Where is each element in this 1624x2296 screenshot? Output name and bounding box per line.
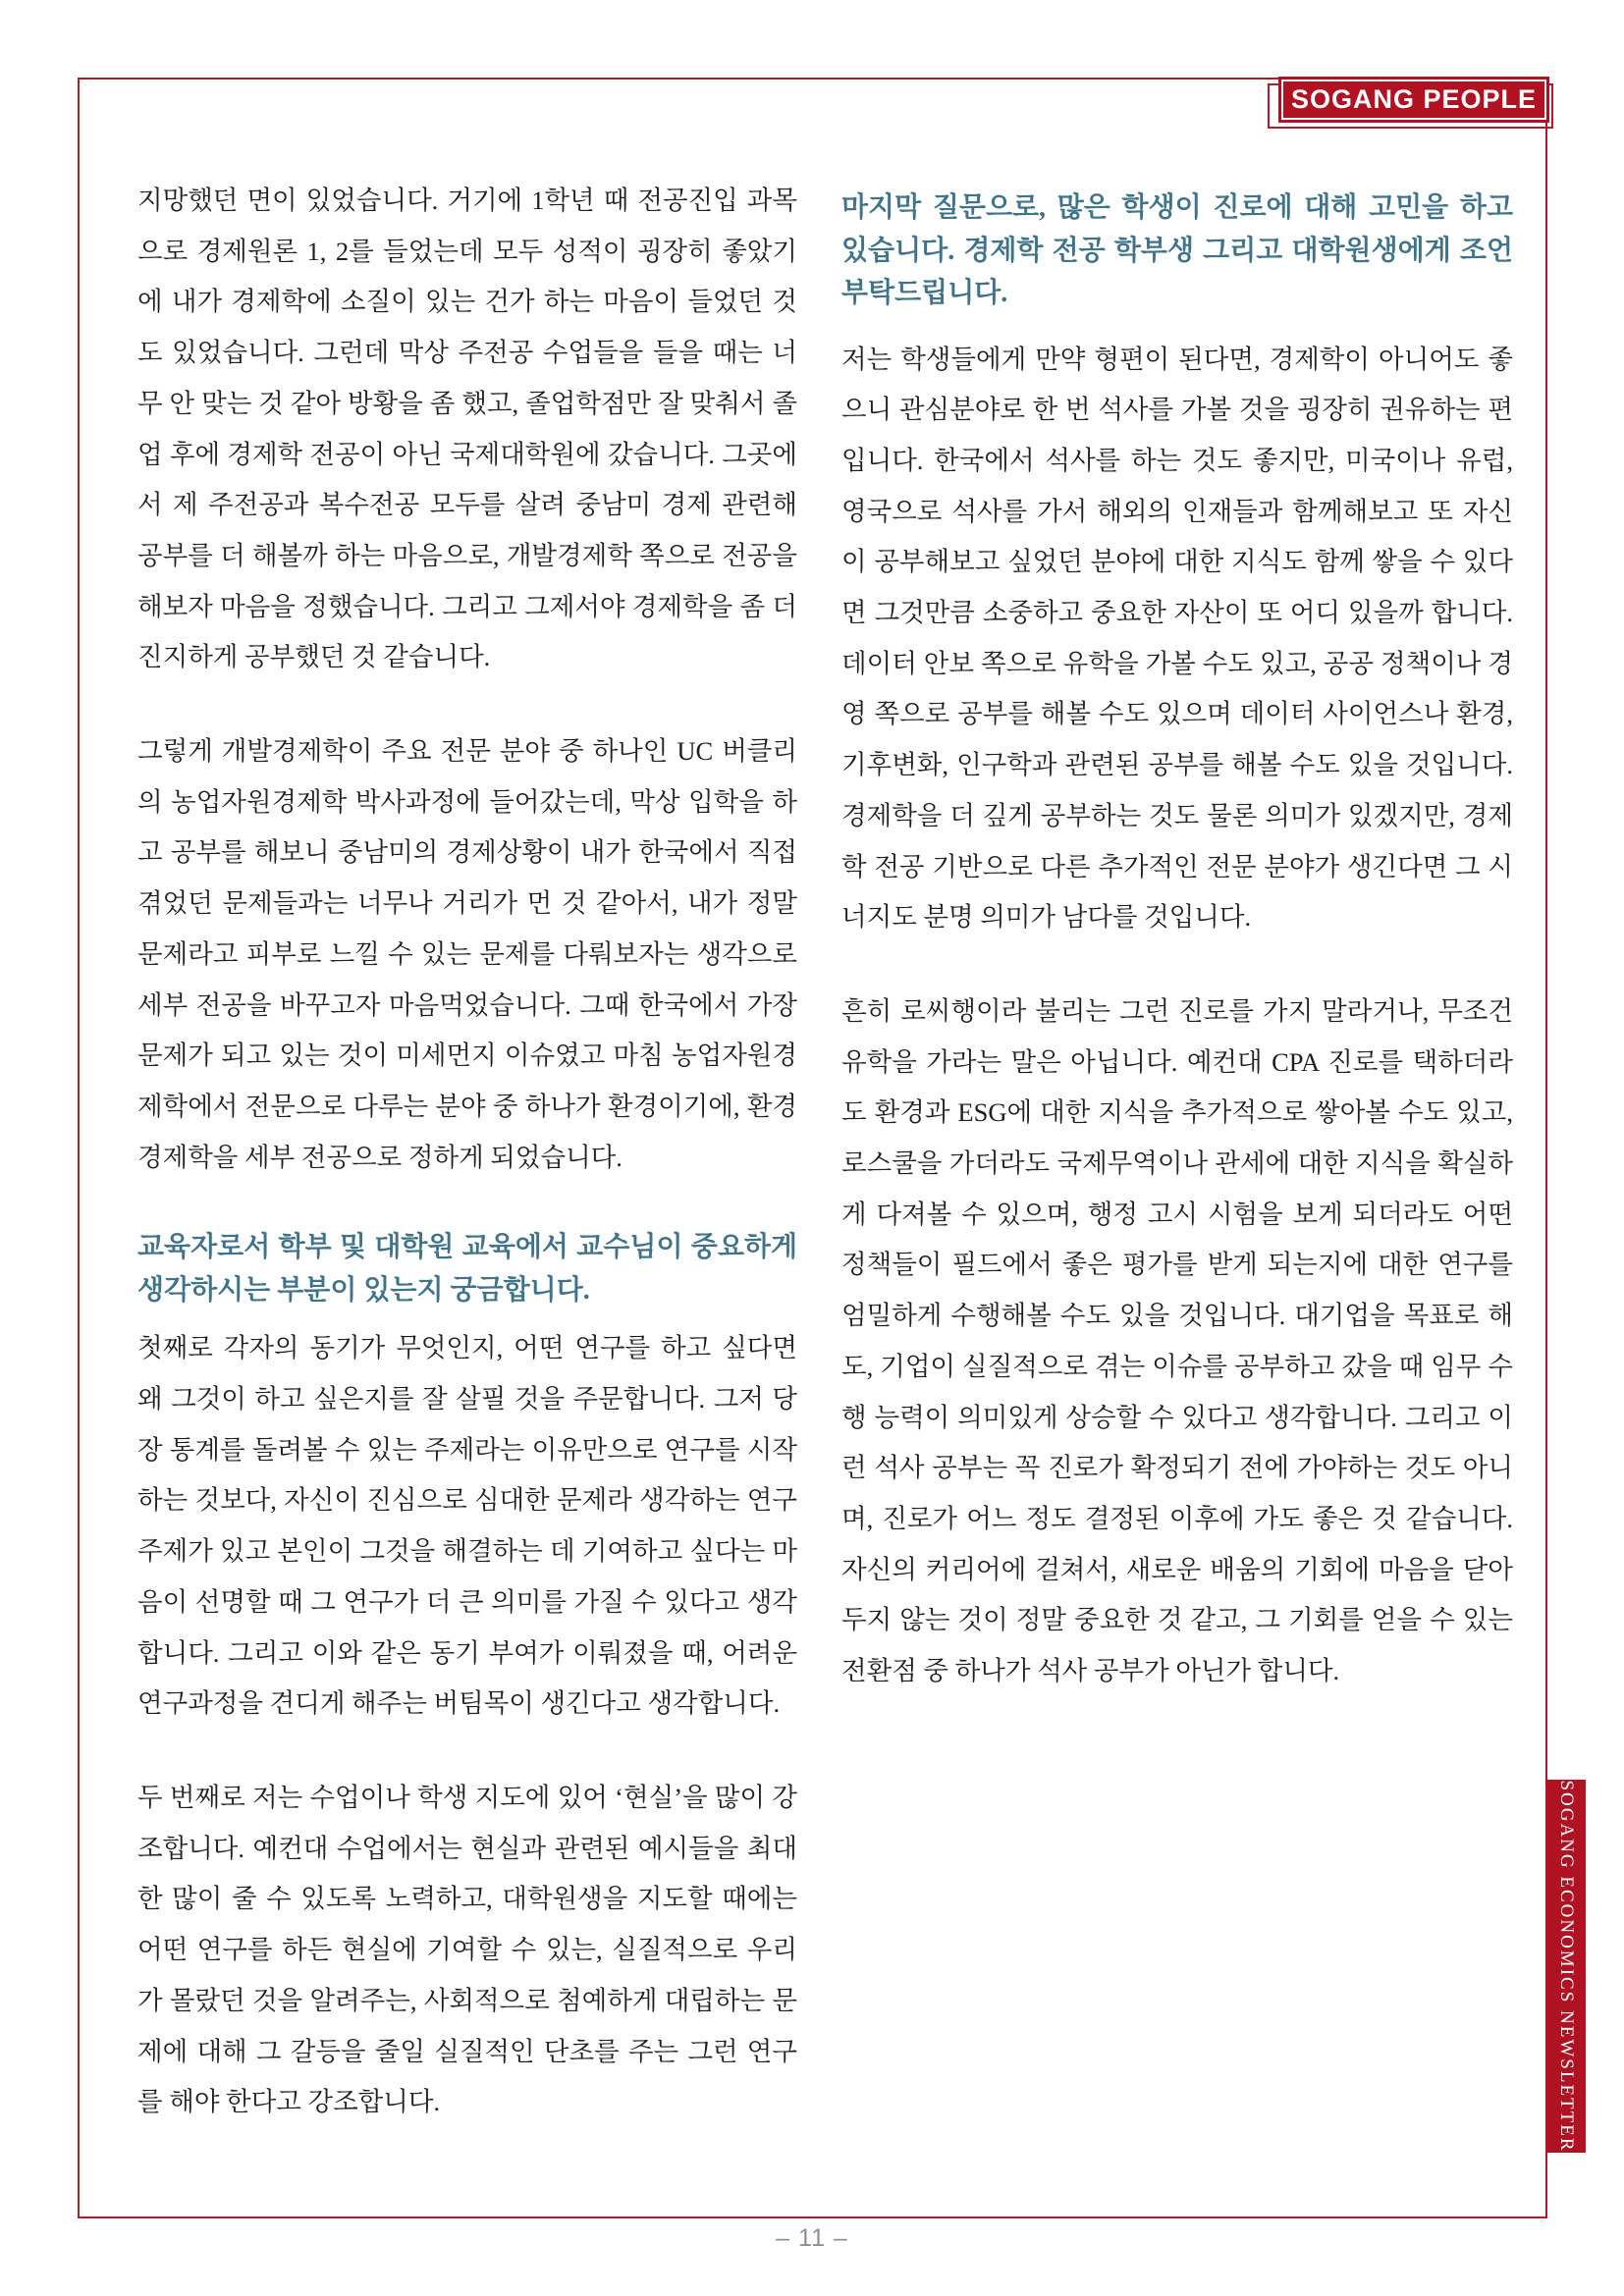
paragraph: 흔히 로씨행이라 불리는 그런 진로를 가지 말라거나, 무조건 유학을 가라는 말은 아닙니다. 예컨대 CPA 진로를 택하더라도 환경과 ESG에 대한 지식을 추가적으로 쌓아볼 수도 있고, 로스쿨을 가더라도 국제무역이나 관세에 대한 지식을 확실하게 다져볼 수 있으며, 행정 고시 시험을 보게 되더라도 어떤 정책들이 필드에서 좋은 평가를 받게 되는지에 대한 연구를 엄밀하게 수행해볼 수도 있을 것입니다. 대기업을 목표로 해도, 기업이 실질적으로 겪는 이슈를 공부하고 갔을 때 임무 수행 능력이 의미있게 상승할 수 있다고 생각합니다. 그리고 이런 석사 공부는 꼭 진로가 확정되기 전에 가야하는 것도 아니며, 진로가 어느 정도 결정된 이후에 가도 좋은 것 같습니다. 자신의 커리어에 걸쳐서, 새로운 배움의 기회에 마음을 닫아두지 않는 것이 정말 중요한 것 같고, 그 기회를 얻을 수 있는 전환점 중 하나가 석사 공부가 아닌가 합니다. xyxy=(841,995,1513,1686)
left-text-column xyxy=(137,176,797,2128)
right-text-column xyxy=(841,187,1513,1697)
interview-question-heading: 교육자로서 학부 및 대학원 교육에서 교수님이 중요하게 생각하시는 부분이 있는지 궁금합니다. xyxy=(137,1232,797,1306)
interview-question-heading: 마지막 질문으로, 많은 학생이 진로에 대해 고민을 하고 있습니다. 경제학 전공 학부생 그리고 대학원생에게 조언 부탁드립니다. xyxy=(841,192,1513,308)
paragraph: 그렇게 개발경제학이 주요 전문 분야 중 하나인 UC 버클리의 농업자원경제학 박사과정에 들어갔는데, 막상 입학을 하고 공부를 해보니 중남미의 경제상황이 내가 한국에서 직접 겪었던 문제들과는 너무나 거리가 먼 것 같아서, 내가 정말 문제라고 피부로 느낄 수 있는 문제를 다뤄보자는 생각으로 세부 전공을 바꾸고자 마음먹었습니다. 그때 한국에서 가장 문제가 되고 있는 것이 미세먼지 이슈였고 마침 농업자원경제학에서 전문으로 다루는 분야 중 하나가 환경이기에, 환경경제학을 세부 전공으로 정하게 되었습니다. xyxy=(137,736,797,1172)
paragraph: 첫째로 각자의 동기가 무엇인지, 어떤 연구를 하고 싶다면 왜 그것이 하고 싶은지를 잘 살필 것을 주문합니다. 그저 당장 통계를 돌려볼 수 있는 주제라는 이유만으로 연구를 시작하는 것보다, 자신이 진심으로 심대한 문제라 생각하는 연구 주제가 있고 본인이 그것을 해결하는 데 기여하고 싶다는 마음이 선명할 때 그 연구가 더 큰 의미를 가질 수 있다고 생각합니다. 그리고 이와 같은 동기 부여가 이뤄졌을 때, 어려운 연구과정을 견디게 해주는 버팀목이 생긴다고 생각합니다. xyxy=(137,1333,797,1719)
page-number: – 11 – xyxy=(776,2224,848,2252)
section-badge-label: SOGANG PEOPLE xyxy=(1290,84,1538,114)
newsletter-vertical-label: SOGANG ECONOMICS NEWSLETTER xyxy=(1556,1780,1577,2153)
paragraph: 저는 학생들에게 만약 형편이 된다면, 경제학이 아니어도 좋으니 관심분야로 한 번 석사를 가볼 것을 굉장히 권유하는 편입니다. 한국에서 석사를 하는 것도 좋지만, 미국이나 유럽, 영국으로 석사를 가서 해외의 인재들과 함께해보고 또 자신이 공부해보고 싶었던 분야에 대한 지식도 함께 쌓을 수 있다면 그것만큼 소중하고 중요한 자산이 또 어디 있을까 합니다. 데이터 안보 쪽으로 유학을 가볼 수도 있고, 공공 정책이나 경영 쪽으로 공부를 해볼 수도 있으며 데이터 사이언스나 환경, 기후변화, 인구학과 관련된 공부를 해볼 수도 있을 것입니다. 경제학을 더 깊게 공부하는 것도 물론 의미가 있겠지만, 경제학 전공 기반으로 다른 추가적인 전문 분야가 생긴다면 그 시너지도 분명 의미가 남다를 것입니다. xyxy=(841,344,1513,933)
paragraph: 두 번째로 저는 수업이나 학생 지도에 있어 ‘현실’을 많이 강조합니다. 예컨대 수업에서는 현실과 관련된 예시들을 최대한 많이 줄 수 있도록 노력하고, 대학원생을 지도할 때에는 어떤 연구를 하든 현실에 기여할 수 있는, 실질적으로 우리가 몰랐던 것을 알려주는, 사회적으로 첨예하게 대립하는 문제에 대해 그 갈등을 줄일 실질적인 단초를 주는 그런 연구를 해야 한다고 강조합니다. xyxy=(137,1782,797,2117)
newsletter-vertical-bar xyxy=(1546,1780,1586,2153)
section-badge xyxy=(1278,77,1549,123)
paragraph: 지망했던 면이 있었습니다. 거기에 1학년 때 전공진입 과목으로 경제원론 1, 2를 들었는데 모두 성적이 굉장히 좋았기에 내가 경제학에 소질이 있는 건가 하는 마음이 들었던 것도 있었습니다. 그런데 막상 주전공 수업들을 들을 때는 너무 안 맞는 것 같아 방황을 좀 했고, 졸업학점만 잘 맞춰서 졸업 후에 경제학 전공이 아닌 국제대학원에 갔습니다. 그곳에서 제 주전공과 복수전공 모두를 살려 중남미 경제 관련해 공부를 더 해볼까 하는 마음으로, 개발경제학 쪽으로 전공을 해보자 마음을 정했습니다. 그리고 그제서야 경제학을 좀 더 진지하게 공부했던 것 같습니다. xyxy=(137,186,797,672)
